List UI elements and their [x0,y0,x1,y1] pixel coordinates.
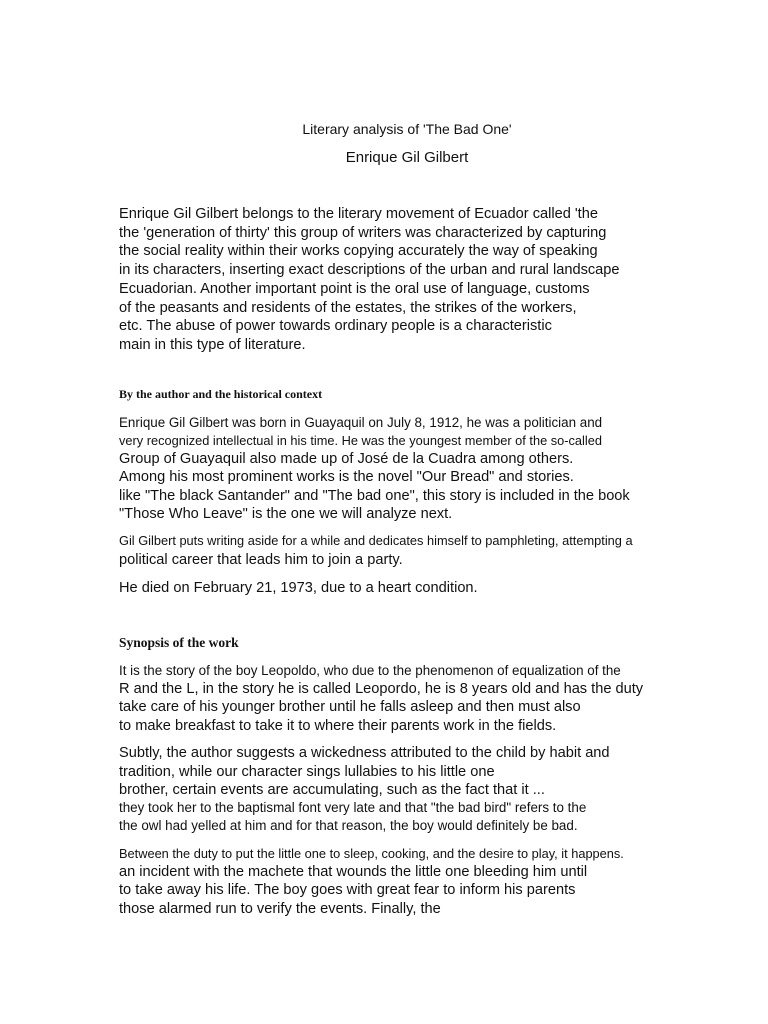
intro-line: main in this type of literature. [119,336,306,353]
text-line: like "The black Santander" and "The bad one", this story is included in the book [119,488,630,504]
text-line: Between the duty to put the little one to sleep, cooking, and the desire to play, it happens. [119,846,624,861]
document-title: Literary analysis of 'The Bad One' [302,121,512,137]
text-line: Among his most prominent works is the novel "Our Bread" and stories. [119,469,574,485]
text-line: they took her to the baptismal font very late and that "the bad bird" refers to the [119,800,587,815]
text-line: very recognized intellectual in his time. He was the youngest member of the so-called [119,433,602,448]
text-line: R and the L, in the story he is called Leopordo, he is 8 years old and has the duty [119,681,644,697]
intro-line: the 'generation of thirty' this group of writers was characterized by capturing [119,224,607,241]
intro-line: the social reality within their works copying accurately the way of speaking [119,243,598,260]
section-heading-synopsis: Synopsis of the work [119,635,239,650]
text-line: political career that leads him to join a party. [119,552,403,568]
text-line: the owl had yelled at him and for that reason, the boy would definitely be bad. [119,818,578,833]
text-line: Enrique Gil Gilbert was born in Guayaquil on July 8, 1912, he was a politician and [119,415,603,430]
text-line: those alarmed run to verify the events. Finally, the [119,901,441,917]
text-line: brother, certain events are accumulating, such as the fact that it ... [119,782,545,798]
intro-paragraph [119,205,620,355]
text-line: Group of Guayaquil also made up of José de la Cuadra among others. [119,451,574,467]
document-author: Enrique Gil Gilbert [345,149,469,166]
text-line: "Those Who Leave" is the one we will analyze next. [119,506,453,522]
intro-line: etc. The abuse of power towards ordinary people is a characteristic [119,318,552,335]
text-line: It is the story of the boy Leopoldo, who due to the phenomenon of equalization of the [119,663,621,678]
text-line: tradition, while our character sings lullabies to his little one [119,764,495,780]
text-line: Subtly, the author suggests a wickedness attributed to the child by habit and [119,745,610,761]
intro-line: Enrique Gil Gilbert belongs to the literary movement of Ecuador called 'the [119,206,598,222]
section-heading-author: By the author and the historical context [119,387,323,401]
intro-line: in its characters, inserting exact descriptions of the urban and rural landscape [119,262,620,279]
text-line: to make breakfast to take it to where their parents work in the fields. [119,718,557,734]
intro-line: Ecuadorian. Another important point is the oral use of language, customs [119,280,590,297]
text-line: to take away his life. The boy goes with great fear to inform his parents [119,882,576,898]
text-line: He died on February 21, 1973, due to a heart condition. [119,580,478,596]
intro-line: of the peasants and residents of the estates, the strikes of the workers, [119,299,577,316]
text-line: Gil Gilbert puts writing aside for a while and dedicates himself to pamphleting, attempting a [119,533,633,548]
text-line: take care of his younger brother until he falls asleep and then must also [119,699,581,715]
text-line: an incident with the machete that wounds the little one bleeding him until [119,864,588,880]
